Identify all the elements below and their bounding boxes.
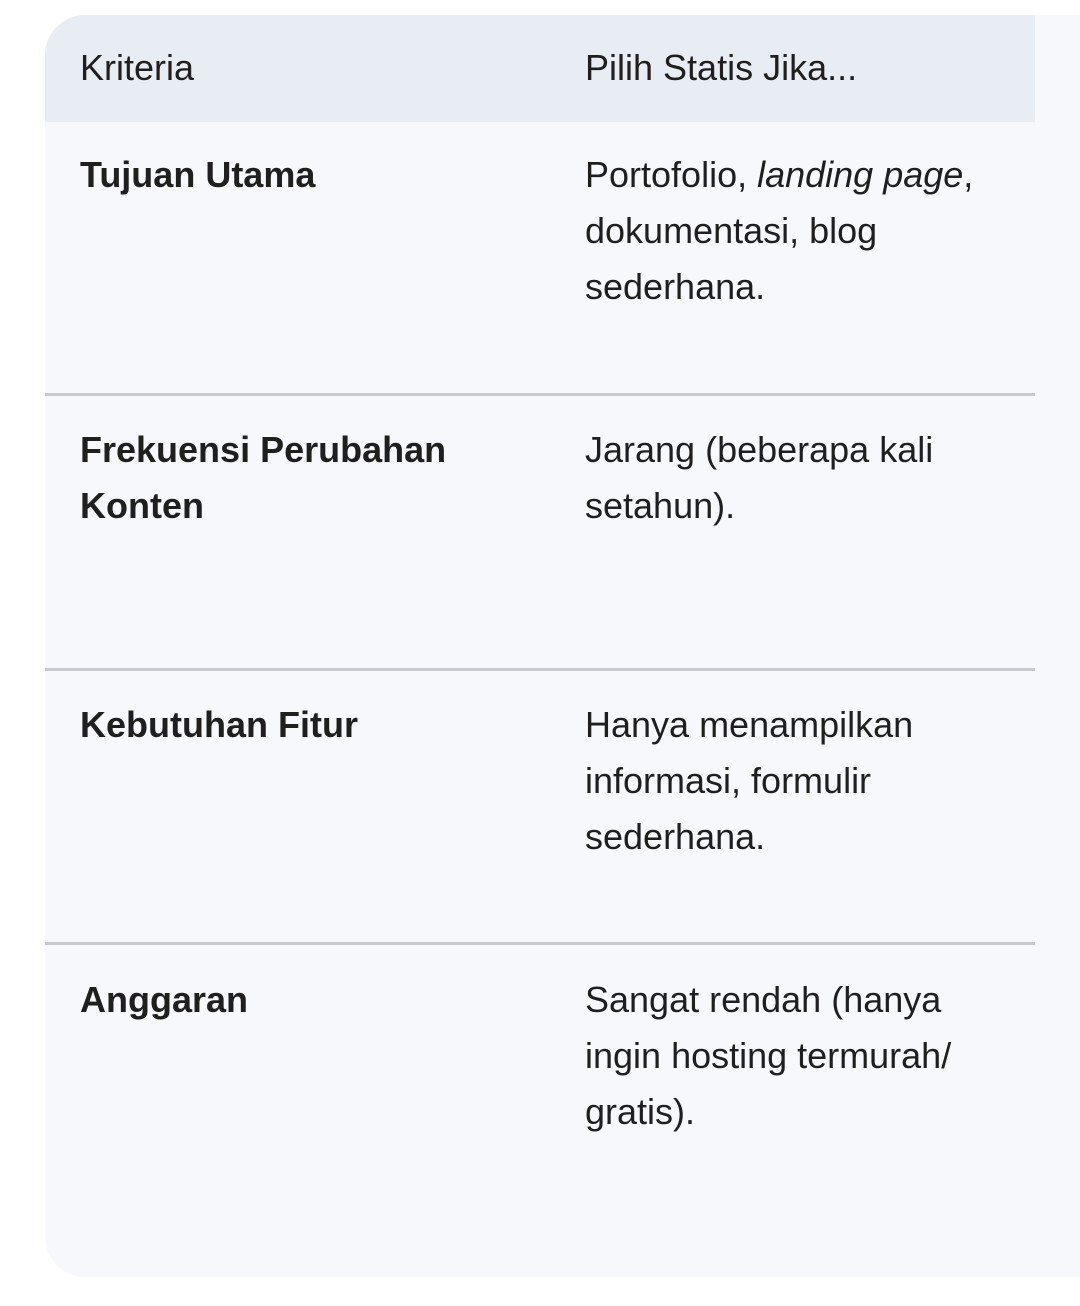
row-divider bbox=[45, 393, 1035, 396]
row-divider bbox=[45, 942, 1035, 945]
row-1-criterion: Tujuan Utama bbox=[80, 154, 316, 195]
row-1-description: Portofolio, landing page, dokumentasi, blog sederhana. bbox=[585, 154, 974, 307]
row-2-description: Jarang (beberapa kali setahun). bbox=[585, 429, 934, 526]
row-4-description: Sangat rendah (hanya ingin hosting termurah/ gratis). bbox=[585, 979, 952, 1132]
comparison-table bbox=[45, 15, 1080, 1277]
row-2-criterion: Frekuensi Perubahan Konten bbox=[80, 429, 447, 526]
header-pilih-statis: Pilih Statis Jika... bbox=[585, 47, 858, 88]
header-kriteria: Kriteria bbox=[80, 47, 195, 88]
row-4-criterion: Anggaran bbox=[80, 979, 249, 1020]
row-divider bbox=[45, 668, 1035, 671]
table-header bbox=[45, 15, 1035, 122]
row-3-description: Hanya menampilkan informasi, formulir sederhana. bbox=[585, 704, 914, 857]
row-3-criterion: Kebutuhan Fitur bbox=[80, 704, 358, 745]
